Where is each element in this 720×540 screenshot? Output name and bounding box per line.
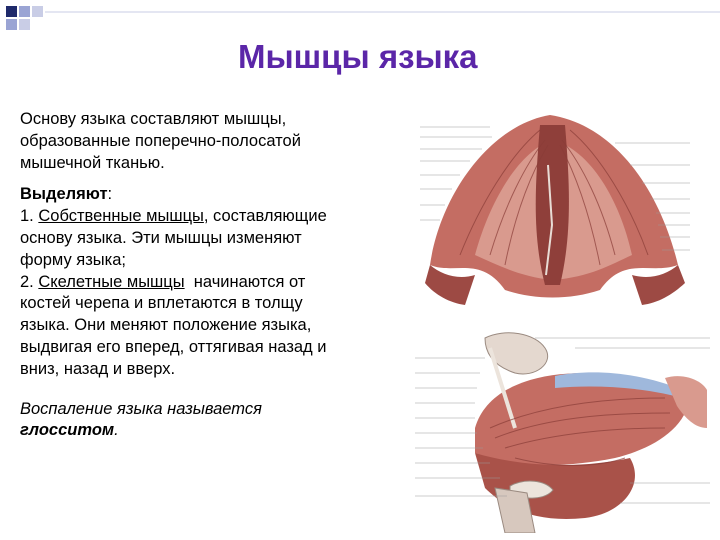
item-1-line: форму языка; xyxy=(20,250,126,269)
glossitis-term: глосситом xyxy=(20,421,115,440)
intro-line: Основу языка составляют мышцы, xyxy=(20,110,287,128)
highlight-label: Выделяют xyxy=(20,185,108,204)
corner-square-light xyxy=(19,6,30,17)
intro-line: образованные поперечно-полосатой xyxy=(20,131,301,150)
item-2-line: языка. Они меняют положение языка, xyxy=(20,316,312,335)
slide-title: Мышцы языка xyxy=(238,38,478,75)
slide-body xyxy=(20,109,372,442)
intro-line: мышечной тканью. xyxy=(20,153,165,172)
item-2-line: костей черепа и вплетаются в толщу xyxy=(20,294,303,313)
note-line: глосситом. xyxy=(20,421,119,440)
corner-square-pale xyxy=(32,6,43,17)
decorative-corner xyxy=(0,0,720,30)
skeletal-muscles-term: Скелетные мышцы xyxy=(38,272,185,291)
item-2-line: 2. Скелетные мышцы начинаются от xyxy=(20,272,306,291)
note-line: Воспаление языка называется xyxy=(20,399,262,418)
item-1-line: основу языка. Эти мышцы изменяют xyxy=(20,228,302,247)
own-muscles-term: Собственные мышцы xyxy=(38,207,204,226)
corner-square-pale xyxy=(19,19,30,30)
tongue-muscles-top-view-image xyxy=(420,105,690,310)
item-2-line: вниз, назад и вверх. xyxy=(20,359,176,378)
corner-square-dark xyxy=(6,6,17,17)
corner-square-light xyxy=(6,19,17,30)
tongue-muscles-side-view-image xyxy=(415,318,710,533)
item-2-line: выдвигая его вперед, оттягивая назад и xyxy=(20,337,327,356)
item-1-line: 1. Собственные мышцы, составляющие xyxy=(20,207,327,226)
highlight-line: Выделяют: xyxy=(20,185,113,204)
